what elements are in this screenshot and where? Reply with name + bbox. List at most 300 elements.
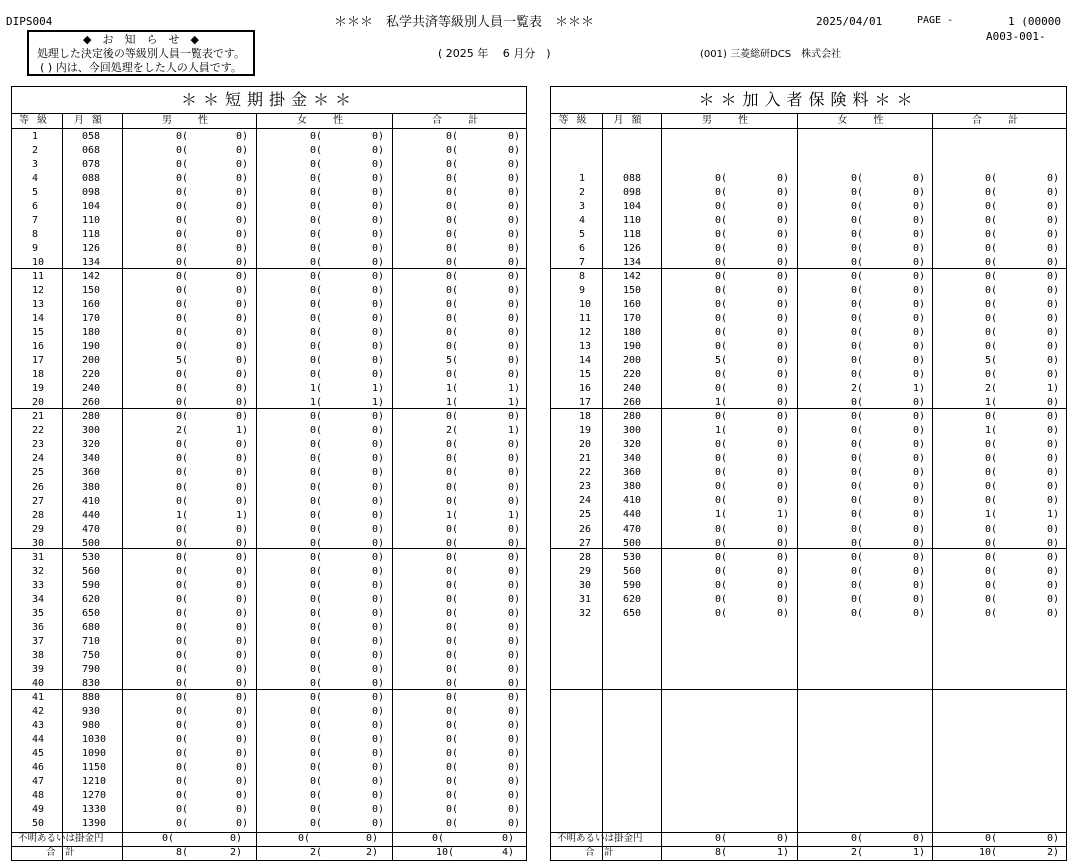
right-cell-female: 0( bbox=[851, 551, 864, 563]
left-cell-total-new: 0) bbox=[508, 229, 521, 241]
left-cell-male: 0( bbox=[176, 285, 189, 297]
left-cell-total: 0( bbox=[446, 327, 459, 339]
left-cell-total-new: 1) bbox=[508, 425, 521, 437]
left-cell-total: 0( bbox=[446, 299, 459, 311]
left-cell-female-new: 0) bbox=[372, 747, 385, 759]
right-unknown-total-new: 0) bbox=[1047, 833, 1060, 844]
left-cell-total-new: 0) bbox=[508, 663, 521, 675]
left-cell-total-new: 0) bbox=[508, 439, 521, 451]
right-cell-total: 0( bbox=[985, 523, 998, 535]
right-cell-male: 1( bbox=[715, 509, 728, 521]
left-cell-male-new: 0) bbox=[236, 313, 249, 325]
right-cell-male: 0( bbox=[715, 607, 728, 619]
right-cell-male: 0( bbox=[715, 551, 728, 563]
left-cell-female: 0( bbox=[310, 579, 323, 591]
left-cell-total-new: 0) bbox=[508, 733, 521, 745]
right-cell-male-new: 0) bbox=[777, 607, 790, 619]
left-cell-male-new: 0) bbox=[236, 271, 249, 283]
left-cell-total: 0( bbox=[446, 691, 459, 703]
right-cell-male: 0( bbox=[715, 411, 728, 423]
right-cell-total: 0( bbox=[985, 607, 998, 619]
left-cell-male-new: 0) bbox=[236, 369, 249, 381]
left-cell-male-new: 0) bbox=[236, 495, 249, 507]
right-cell-male: 0( bbox=[715, 495, 728, 507]
left-cell-total: 0( bbox=[446, 523, 459, 535]
right-cell-male-new: 0) bbox=[777, 215, 790, 227]
right-cell-total-new: 1) bbox=[1047, 383, 1060, 395]
right-table-row bbox=[551, 298, 1066, 312]
right-table-row bbox=[551, 452, 1066, 466]
left-header-amount: 月額 bbox=[74, 115, 110, 126]
right-cell-total-new: 0) bbox=[1047, 257, 1060, 269]
right-cell-male: 0( bbox=[715, 341, 728, 353]
right-header-amount: 月額 bbox=[613, 115, 650, 126]
left-table-row bbox=[12, 691, 526, 705]
right-cell-grade: 2 bbox=[579, 187, 586, 199]
left-cell-male-new: 1) bbox=[236, 509, 249, 521]
left-cell-total: 0( bbox=[446, 229, 459, 241]
right-cell-male-new: 0) bbox=[777, 411, 790, 423]
right-cell-amount: 380 bbox=[623, 481, 642, 493]
left-cell-total: 0( bbox=[446, 173, 459, 185]
left-cell-male-new: 0) bbox=[236, 621, 249, 633]
left-table-row bbox=[12, 256, 526, 270]
left-cell-male: 0( bbox=[176, 383, 189, 395]
right-cell-total: 0( bbox=[985, 271, 998, 283]
page-number: 1 (00000 bbox=[1008, 15, 1061, 28]
right-cell-total: 0( bbox=[985, 579, 998, 591]
right-cell-grade: 17 bbox=[579, 397, 592, 409]
right-cell-female-new: 0) bbox=[913, 215, 926, 227]
left-cell-total: 0( bbox=[446, 131, 459, 142]
right-cell-total-new: 0) bbox=[1047, 411, 1060, 423]
left-cell-total-new: 0) bbox=[508, 327, 521, 339]
left-cell-total-new: 0) bbox=[508, 537, 521, 549]
right-cell-grade: 31 bbox=[579, 593, 592, 605]
left-total-female: 2( bbox=[310, 847, 323, 858]
left-cell-grade: 36 bbox=[32, 621, 45, 633]
left-cell-total-new: 0) bbox=[508, 565, 521, 577]
left-table-row bbox=[12, 565, 526, 579]
right-cell-amount: 134 bbox=[623, 257, 642, 269]
left-cell-amount: 1270 bbox=[82, 789, 107, 801]
left-cell-male-new: 0) bbox=[236, 719, 249, 731]
right-table-row bbox=[551, 579, 1066, 593]
right-cell-male-new: 0) bbox=[777, 495, 790, 507]
left-table-row bbox=[12, 242, 526, 256]
right-table-row bbox=[551, 551, 1066, 565]
notice-title: ◆ お 知 ら せ ◆ bbox=[83, 33, 199, 46]
right-cell-female: 0( bbox=[851, 243, 864, 255]
left-cell-grade: 29 bbox=[32, 523, 45, 535]
left-cell-male: 0( bbox=[176, 593, 189, 605]
right-cell-total: 0( bbox=[985, 565, 998, 577]
left-cell-total: 0( bbox=[446, 663, 459, 675]
left-cell-male: 0( bbox=[176, 691, 189, 703]
left-unknown-male: 0( bbox=[162, 833, 175, 844]
left-cell-male: 0( bbox=[176, 453, 189, 465]
left-cell-grade: 7 bbox=[32, 215, 39, 227]
left-cell-total-new: 1) bbox=[508, 397, 521, 409]
left-cell-male: 0( bbox=[176, 215, 189, 227]
right-cell-male-new: 0) bbox=[777, 187, 790, 199]
right-cell-total: 0( bbox=[985, 229, 998, 241]
left-cell-male: 0( bbox=[176, 733, 189, 745]
right-cell-female: 0( bbox=[851, 201, 864, 213]
right-table-row bbox=[551, 186, 1066, 200]
right-cell-amount: 530 bbox=[623, 551, 642, 563]
right-table-row bbox=[551, 523, 1066, 537]
left-table-row bbox=[12, 144, 526, 158]
right-cell-grade: 12 bbox=[579, 327, 592, 339]
right-cell-female-new: 0) bbox=[913, 593, 926, 605]
right-cell-male: 0( bbox=[715, 187, 728, 199]
right-cell-male-new: 0) bbox=[777, 355, 790, 367]
right-cell-amount: 104 bbox=[623, 201, 642, 213]
right-cell-female: 0( bbox=[851, 187, 864, 199]
left-table-row bbox=[12, 396, 526, 410]
notice-line-1: 処理した決定後の等級別人員一覧表です。 bbox=[36, 47, 246, 60]
right-cell-total-new: 0) bbox=[1047, 481, 1060, 493]
right-cell-grade: 28 bbox=[579, 551, 592, 563]
left-cell-male: 0( bbox=[176, 159, 189, 171]
left-cell-total: 0( bbox=[446, 747, 459, 759]
right-cell-amount: 142 bbox=[623, 271, 642, 283]
right-cell-total-new: 0) bbox=[1047, 607, 1060, 619]
left-cell-male-new: 0) bbox=[236, 747, 249, 759]
right-cell-female: 0( bbox=[851, 565, 864, 577]
right-group-line bbox=[551, 689, 1066, 690]
left-cell-total-new: 0) bbox=[508, 803, 521, 815]
left-cell-female-new: 0) bbox=[372, 467, 385, 479]
left-cell-grade: 5 bbox=[32, 187, 39, 199]
left-cell-grade: 16 bbox=[32, 341, 45, 353]
left-cell-grade: 47 bbox=[32, 775, 45, 787]
right-cell-total-new: 1) bbox=[1047, 509, 1060, 521]
left-cell-grade: 17 bbox=[32, 355, 45, 367]
left-cell-grade: 21 bbox=[32, 411, 45, 423]
left-header-total: 合 計 bbox=[432, 115, 486, 126]
page-label: PAGE - bbox=[917, 15, 954, 26]
left-cell-male: 0( bbox=[176, 341, 189, 353]
right-cell-female-new: 1) bbox=[913, 383, 926, 395]
report-title: ＊＊＊ 私学共済等級別人員一覧表 ＊＊＊ bbox=[334, 15, 595, 30]
left-cell-female-new: 0) bbox=[372, 649, 385, 661]
right-table-row bbox=[551, 508, 1066, 522]
left-cell-total: 0( bbox=[446, 705, 459, 717]
right-cell-male-new: 0) bbox=[777, 173, 790, 184]
left-cell-female: 0( bbox=[310, 593, 323, 605]
left-cell-female: 0( bbox=[310, 313, 323, 325]
left-cell-female-new: 0) bbox=[372, 341, 385, 353]
left-column-header bbox=[12, 114, 526, 129]
right-cell-female-new: 0) bbox=[913, 341, 926, 353]
right-cell-grade: 9 bbox=[579, 285, 586, 297]
right-cell-grade: 29 bbox=[579, 565, 592, 577]
left-cell-male-new: 0) bbox=[236, 411, 249, 423]
left-cell-total: 0( bbox=[446, 649, 459, 661]
left-cell-female: 0( bbox=[310, 271, 323, 283]
right-cell-male-new: 0) bbox=[777, 593, 790, 605]
member-premium-title: ＊＊加入者保険料＊＊ bbox=[551, 87, 1066, 114]
right-cell-grade: 30 bbox=[579, 579, 592, 591]
left-cell-grade: 42 bbox=[32, 705, 45, 717]
left-cell-grade: 41 bbox=[32, 691, 45, 703]
left-cell-total-new: 0) bbox=[508, 285, 521, 297]
left-cell-male-new: 0) bbox=[236, 453, 249, 465]
left-cell-total: 0( bbox=[446, 817, 459, 829]
right-column-header bbox=[551, 114, 1066, 129]
left-cell-female-new: 0) bbox=[372, 565, 385, 577]
left-cell-female: 0( bbox=[310, 761, 323, 773]
left-cell-male-new: 0) bbox=[236, 397, 249, 409]
right-cell-male-new: 0) bbox=[777, 257, 790, 269]
left-cell-female: 0( bbox=[310, 243, 323, 255]
left-cell-total: 0( bbox=[446, 369, 459, 381]
left-cell-grade: 48 bbox=[32, 789, 45, 801]
left-cell-amount: 068 bbox=[82, 145, 101, 157]
left-cell-grade: 26 bbox=[32, 481, 45, 493]
left-cell-total: 0( bbox=[446, 677, 459, 689]
left-cell-amount: 590 bbox=[82, 579, 101, 591]
left-cell-male: 0( bbox=[176, 775, 189, 787]
left-cell-female-new: 0) bbox=[372, 187, 385, 199]
right-cell-total-new: 0) bbox=[1047, 187, 1060, 199]
right-cell-male-new: 0) bbox=[777, 439, 790, 451]
right-cell-total: 0( bbox=[985, 187, 998, 199]
left-cell-grade: 24 bbox=[32, 453, 45, 465]
left-table-row bbox=[12, 382, 526, 396]
left-cell-female-new: 0) bbox=[372, 411, 385, 423]
left-cell-female: 0( bbox=[310, 565, 323, 577]
left-cell-amount: 134 bbox=[82, 257, 101, 269]
right-cell-female: 2( bbox=[851, 383, 864, 395]
left-cell-grade: 35 bbox=[32, 607, 45, 619]
left-cell-total: 1( bbox=[446, 383, 459, 395]
left-cell-female-new: 0) bbox=[372, 313, 385, 325]
left-cell-total: 0( bbox=[446, 313, 459, 325]
left-cell-total: 0( bbox=[446, 467, 459, 479]
left-cell-female-new: 0) bbox=[372, 761, 385, 773]
left-cell-male-new: 1) bbox=[236, 425, 249, 437]
right-unknown-male: 0( bbox=[715, 833, 728, 844]
right-cell-amount: 180 bbox=[623, 327, 642, 339]
left-cell-female-new: 0) bbox=[372, 817, 385, 829]
right-cell-male: 0( bbox=[715, 383, 728, 395]
right-cell-total: 0( bbox=[985, 341, 998, 353]
left-cell-female: 0( bbox=[310, 467, 323, 479]
left-table-row bbox=[12, 158, 526, 172]
right-cell-female-new: 0) bbox=[913, 299, 926, 311]
left-cell-female: 0( bbox=[310, 215, 323, 227]
left-cell-amount: 650 bbox=[82, 607, 101, 619]
left-cell-male-new: 0) bbox=[236, 761, 249, 773]
left-cell-male-new: 0) bbox=[236, 467, 249, 479]
left-cell-female-new: 0) bbox=[372, 369, 385, 381]
short-term-contribution-title: ＊＊短期掛金＊＊ bbox=[12, 87, 526, 114]
right-cell-total: 0( bbox=[985, 173, 998, 184]
right-cell-male: 0( bbox=[715, 467, 728, 479]
right-cell-total-new: 0) bbox=[1047, 593, 1060, 605]
right-cell-total-new: 0) bbox=[1047, 551, 1060, 563]
left-table-row bbox=[12, 438, 526, 452]
left-table-row bbox=[12, 775, 526, 789]
left-cell-amount: 1210 bbox=[82, 775, 107, 787]
right-cell-male-new: 0) bbox=[777, 579, 790, 591]
right-cell-total-new: 0) bbox=[1047, 523, 1060, 535]
right-cell-female: 0( bbox=[851, 299, 864, 311]
left-cell-female-new: 0) bbox=[372, 173, 385, 185]
left-cell-female: 0( bbox=[310, 131, 323, 142]
right-cell-female-new: 0) bbox=[913, 495, 926, 507]
left-cell-female: 0( bbox=[310, 481, 323, 493]
left-cell-female-new: 0) bbox=[372, 327, 385, 339]
left-table-row bbox=[12, 803, 526, 817]
right-cell-female: 0( bbox=[851, 425, 864, 437]
right-cell-male: 0( bbox=[715, 327, 728, 339]
left-cell-total: 0( bbox=[446, 257, 459, 269]
left-cell-female: 0( bbox=[310, 411, 323, 423]
left-unknown-male-new: 0) bbox=[230, 833, 243, 844]
right-cell-grade: 1 bbox=[579, 173, 586, 184]
right-cell-total-new: 0) bbox=[1047, 243, 1060, 255]
right-cell-amount: 200 bbox=[623, 355, 642, 367]
left-cell-amount: 104 bbox=[82, 201, 101, 213]
left-cell-grade: 12 bbox=[32, 285, 45, 297]
left-cell-amount: 440 bbox=[82, 509, 101, 521]
right-total-male-new: 1) bbox=[777, 847, 790, 858]
left-cell-total-new: 0) bbox=[508, 467, 521, 479]
left-cell-total: 0( bbox=[446, 271, 459, 283]
right-cell-female-new: 0) bbox=[913, 537, 926, 549]
left-cell-male: 0( bbox=[176, 467, 189, 479]
right-cell-total-new: 0) bbox=[1047, 215, 1060, 227]
left-cell-amount: 320 bbox=[82, 439, 101, 451]
right-unknown-label: 不明あるいは掛金円 bbox=[557, 833, 643, 844]
left-cell-female: 0( bbox=[310, 733, 323, 745]
right-cell-female: 0( bbox=[851, 229, 864, 241]
left-table-row bbox=[12, 733, 526, 747]
left-cell-total-new: 0) bbox=[508, 635, 521, 647]
left-cell-total-new: 0) bbox=[508, 677, 521, 689]
left-cell-female: 0( bbox=[310, 775, 323, 787]
left-cell-female: 0( bbox=[310, 369, 323, 381]
right-cell-female-new: 0) bbox=[913, 607, 926, 619]
left-cell-female: 0( bbox=[310, 677, 323, 689]
right-cell-male: 0( bbox=[715, 285, 728, 297]
left-table-row bbox=[12, 354, 526, 368]
left-cell-total-new: 0) bbox=[508, 719, 521, 731]
right-cell-total-new: 0) bbox=[1047, 453, 1060, 465]
right-cell-female-new: 0) bbox=[913, 187, 926, 199]
left-cell-male-new: 0) bbox=[236, 229, 249, 241]
left-table-row bbox=[12, 284, 526, 298]
left-table-row bbox=[12, 551, 526, 565]
right-cell-female-new: 0) bbox=[913, 173, 926, 184]
left-cell-male: 0( bbox=[176, 635, 189, 647]
right-header-female: 女 性 bbox=[837, 115, 892, 126]
left-cell-female-new: 0) bbox=[372, 145, 385, 157]
left-cell-grade: 20 bbox=[32, 397, 45, 409]
left-cell-grade: 50 bbox=[32, 817, 45, 829]
right-cell-total: 0( bbox=[985, 243, 998, 255]
right-table-row bbox=[551, 607, 1066, 621]
left-cell-total: 0( bbox=[446, 607, 459, 619]
right-cell-male: 0( bbox=[715, 257, 728, 269]
left-cell-grade: 49 bbox=[32, 803, 45, 815]
left-table-row bbox=[12, 607, 526, 621]
member-premium-table bbox=[550, 86, 1067, 861]
left-cell-male: 0( bbox=[176, 649, 189, 661]
left-cell-grade: 33 bbox=[32, 579, 45, 591]
left-total-female-new: 2) bbox=[366, 847, 379, 858]
left-cell-male: 0( bbox=[176, 677, 189, 689]
left-cell-female-new: 0) bbox=[372, 355, 385, 367]
left-cell-total-new: 0) bbox=[508, 761, 521, 773]
right-cell-male: 0( bbox=[715, 481, 728, 493]
left-cell-male: 0( bbox=[176, 523, 189, 535]
right-total-row bbox=[551, 846, 1066, 860]
right-cell-male: 0( bbox=[715, 593, 728, 605]
right-cell-female: 0( bbox=[851, 453, 864, 465]
right-cell-total: 0( bbox=[985, 299, 998, 311]
right-cell-male-new: 0) bbox=[777, 327, 790, 339]
right-cell-male-new: 0) bbox=[777, 285, 790, 297]
left-table-row bbox=[12, 298, 526, 312]
right-cell-amount: 098 bbox=[623, 187, 642, 199]
right-cell-female-new: 0) bbox=[913, 411, 926, 423]
right-cell-amount: 170 bbox=[623, 313, 642, 325]
left-cell-female: 0( bbox=[310, 621, 323, 633]
right-cell-female-new: 0) bbox=[913, 453, 926, 465]
left-cell-male: 0( bbox=[176, 201, 189, 213]
right-cell-grade: 21 bbox=[579, 453, 592, 465]
left-cell-amount: 098 bbox=[82, 187, 101, 199]
right-cell-amount: 190 bbox=[623, 341, 642, 353]
left-cell-female: 0( bbox=[310, 607, 323, 619]
right-cell-female-new: 0) bbox=[913, 509, 926, 521]
right-cell-amount: 240 bbox=[623, 383, 642, 395]
left-cell-amount: 380 bbox=[82, 481, 101, 493]
right-cell-male: 0( bbox=[715, 243, 728, 255]
right-cell-female-new: 0) bbox=[913, 285, 926, 297]
right-unknown-male-new: 0) bbox=[777, 833, 790, 844]
left-cell-total: 1( bbox=[446, 509, 459, 521]
right-cell-female: 0( bbox=[851, 439, 864, 451]
left-cell-amount: 560 bbox=[82, 565, 101, 577]
left-unknown-total-new: 0) bbox=[502, 833, 515, 844]
left-cell-male: 0( bbox=[176, 789, 189, 801]
left-cell-female: 0( bbox=[310, 551, 323, 563]
left-cell-female-new: 0) bbox=[372, 803, 385, 815]
report-date: 2025/04/01 bbox=[816, 15, 883, 28]
right-table-row bbox=[551, 242, 1066, 256]
right-cell-amount: 470 bbox=[623, 523, 642, 535]
right-cell-female: 0( bbox=[851, 369, 864, 381]
right-cell-male-new: 1) bbox=[777, 509, 790, 521]
left-cell-grade: 39 bbox=[32, 663, 45, 675]
right-cell-male-new: 0) bbox=[777, 551, 790, 563]
left-cell-amount: 260 bbox=[82, 397, 101, 409]
right-table-row bbox=[551, 228, 1066, 242]
left-cell-total: 2( bbox=[446, 425, 459, 437]
left-cell-amount: 1150 bbox=[82, 761, 107, 773]
left-cell-grade: 2 bbox=[32, 145, 39, 157]
left-cell-grade: 27 bbox=[32, 495, 45, 507]
left-cell-male-new: 0) bbox=[236, 201, 249, 213]
left-cell-male-new: 0) bbox=[236, 775, 249, 787]
left-cell-amount: 1390 bbox=[82, 817, 107, 829]
